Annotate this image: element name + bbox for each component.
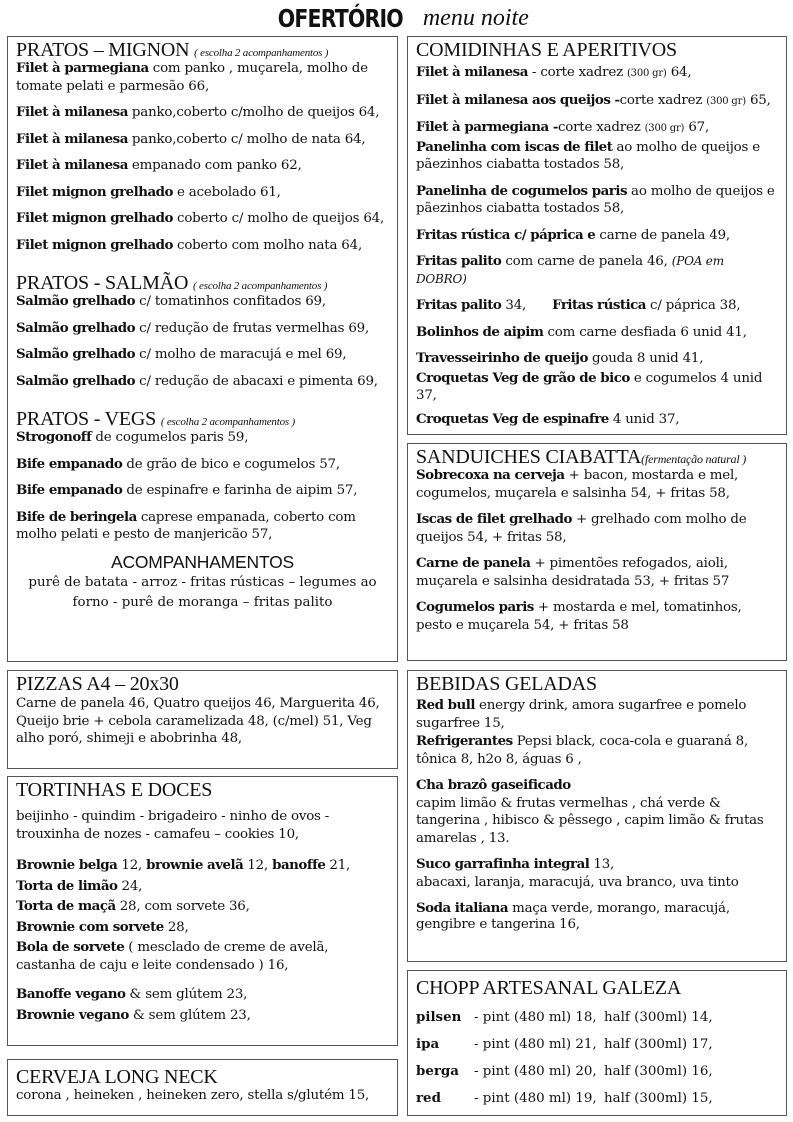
menu-item: Filet mignon grelhado coberto com molho nata 64,	[16, 236, 363, 253]
menu-item: Red bull energy drink, amora sugarfree e pomelo sugarfree 15,	[416, 697, 747, 731]
menu-item: Carne de panela + pimentões refogados, aioli, muçarela e salsinha desidratada 53, + fritas 57	[416, 555, 730, 589]
menu-item: Bolinhos de aipim com carne desfiada 6 unid 41,	[416, 323, 747, 340]
comidinhas-box	[407, 36, 787, 435]
chopp-row: red - pint (480 ml) 19, half (300ml) 15,	[416, 1090, 713, 1106]
menu-item: Brownie vegano & sem glútem 23,	[16, 1006, 251, 1023]
menu-header	[0, 4, 793, 34]
section-title-bebidas: BEBIDAS GELADAS	[416, 673, 597, 695]
bebidas-box	[407, 670, 787, 962]
section-title-comidinhas: COMIDINHAS E APERITIVOS	[416, 39, 677, 61]
chopp-row: ipa - pint (480 ml) 21, half (300ml) 17,	[416, 1036, 713, 1052]
menu-item: Bola de sorvete ( mesclado de creme de avelã, castanha de caju e leite condensado ) 16,	[16, 939, 329, 973]
doces-intro: beijinho - quindim - brigadeiro - ninho de ovos - trouxinha de nozes - camafeu – cookies 10,	[16, 809, 330, 842]
cerveja-box	[7, 1059, 398, 1116]
chopp-row: berga - pint (480 ml) 20, half (300ml) 16,	[416, 1063, 713, 1079]
menu-item: Filet à milanesa panko,coberto c/molho de queijos 64,	[16, 104, 380, 120]
menu-item: Cha brazô gaseificado capim limão & frutas vermelhas , chá verde & tangerina , hibisco & pêssego , capim limão & frutas amarelas , 13.	[416, 777, 764, 846]
menu-item: Soda italiana maça verde, morango, maracujá, gengibre e tangerina 16,	[416, 900, 730, 932]
menu-item: Filet à parmegiana com panko , muçarela, molho de tomate pelati e parmesão 66,	[16, 60, 368, 94]
menu-item: Croquetas Veg de grão de bico e cogumelos 4 unid 37,	[416, 369, 763, 403]
menu-item: Salmão grelhado c/ redução de frutas vermelhas 69,	[16, 319, 370, 336]
chopp-box	[407, 970, 787, 1116]
acompanhamentos-title: ACOMPANHAMENTOS	[110, 551, 295, 572]
menu-item: Brownie com sorvete 28,	[16, 918, 189, 935]
menu-item: Banoffe vegano & sem glútem 23,	[16, 986, 248, 1002]
section-title-cerveja: CERVEJA LONG NECK	[16, 1066, 218, 1088]
menu-item: Filet mignon grelhado e acebolado 61,	[16, 183, 281, 200]
menu-item: Brownie belga 12, brownie avelã 12, banoffe 21,	[16, 857, 351, 873]
section-title-pizzas: PIZZAS A4 – 20x30	[16, 673, 179, 695]
menu-item: Filet à parmegiana -corte xadrez (300 gr) 67,	[416, 119, 710, 135]
menu-item: Salmão grelhado c/ redução de abacaxi e pimenta 69,	[16, 372, 378, 389]
section-title-salmao: PRATOS - SALMÃO ( escolha 2 acompanhamentos )	[16, 272, 328, 294]
menu-item: Panelinha com iscas de filet ao molho de queijos e pãezinhos ciabatta tostados 58,	[416, 138, 760, 172]
pratos-box	[7, 36, 398, 662]
pizzas-box	[7, 670, 398, 769]
menu-item: Torta de limão 24,	[16, 877, 143, 894]
menu-item: Bife empanado de espinafre e farinha de aipim 57,	[16, 482, 358, 498]
menu-item: Iscas de filet grelhado + grelhado com molho de queijos 54, + fritas 58,	[416, 511, 747, 545]
menu-item: Torta de maçã 28, com sorvete 36,	[16, 898, 250, 914]
menu-item: Fritas rústica c/ páprica e carne de panela 49,	[416, 226, 730, 243]
menu-item: Filet à milanesa panko,coberto c/ molho de nata 64,	[16, 130, 366, 147]
acompanhamentos-list: purê de batata - arroz - fritas rústicas – legumes ao forno - purê de moranga – fritas palito	[28, 574, 377, 610]
menu-item: Filet mignon grelhado coberto c/ molho de queijos 64,	[16, 210, 385, 226]
menu-item: Strogonoff de cogumelos paris 59,	[16, 429, 249, 445]
brand-title: OFERTÓRIO	[277, 4, 404, 33]
menu-item: Travesseirinho de queijo gouda 8 unid 41,	[416, 350, 704, 366]
menu-item: Filet à milanesa aos queijos -corte xadrez (300 gr) 65,	[416, 91, 771, 108]
tortinhas-box	[7, 776, 398, 1046]
menu-item: Filet à milanesa - corte xadrez (300 gr) 64,	[416, 64, 692, 80]
menu-item: Sobrecoxa na cerveja + bacon, mostarda e mel, cogumelos, muçarela e salsinha 54, + fritas 58,	[416, 467, 739, 501]
menu-item: Filet à milanesa empanado com panko 62,	[16, 157, 302, 173]
pizzas-list: Carne de panela 46, Quatro queijos 46, Marguerita 46, Queijo brie + cebola caramelizada 48, (c/mel) 51, Veg alho poró, shimeji e abobrinha 48,	[16, 696, 380, 746]
menu-item: Croquetas Veg de espinafre 4 unid 37,	[416, 410, 680, 427]
menu-item: Bife empanado de grão de bico e cogumelos 57,	[16, 455, 340, 472]
section-title-chopp: CHOPP ARTESANAL GALEZA	[416, 977, 682, 999]
menu-item: Cogumelos paris + mostarda e mel, tomatinhos, pesto e muçarela 54, + fritas 58	[416, 599, 742, 633]
menu-item: Panelinha de cogumelos paris ao molho de queijos e pãezinhos ciabatta tostados 58,	[416, 182, 775, 216]
section-title-sanduiches: SANDUICHES CIABATTA(fermentação natural )	[416, 446, 747, 468]
menu-item: Fritas palito 34, Fritas rústica c/ páprica 38,	[416, 297, 741, 313]
menu-subtitle: menu noite	[422, 5, 529, 31]
cerveja-list: corona , heineken , heineken zero, stella s/glutém 15,	[16, 1088, 370, 1103]
sanduiches-box	[407, 443, 787, 661]
section-title-vegs: PRATOS - VEGS ( escolha 2 acompanhamentos )	[16, 408, 295, 430]
menu-item: Refrigerantes Pepsi black, coca-cola e guaraná 8, tônica 8, h2o 8, águas 6 ,	[416, 733, 749, 767]
menu-item: Suco garrafinha integral 13, abacaxi, laranja, maracujá, uva branco, uva tinto	[416, 856, 739, 890]
menu-item: Bife de beringela caprese empanada, coberto com molho pelati e pesto de manjericão 57,	[16, 508, 356, 542]
menu-item: Salmão grelhado c/ molho de maracujá e mel 69,	[16, 346, 347, 362]
chopp-row: pilsen - pint (480 ml) 18, half (300ml) 14,	[416, 1009, 713, 1025]
section-title-mignon: PRATOS – MIGNON ( escolha 2 acompanhamentos )	[16, 39, 329, 61]
menu-item: Fritas palito com carne de panela 46, (POA em DOBRO)	[416, 253, 724, 286]
section-title-tortinhas: TORTINHAS E DOCES	[16, 779, 213, 801]
menu-item: Salmão grelhado c/ tomatinhos confitados 69,	[16, 293, 326, 309]
